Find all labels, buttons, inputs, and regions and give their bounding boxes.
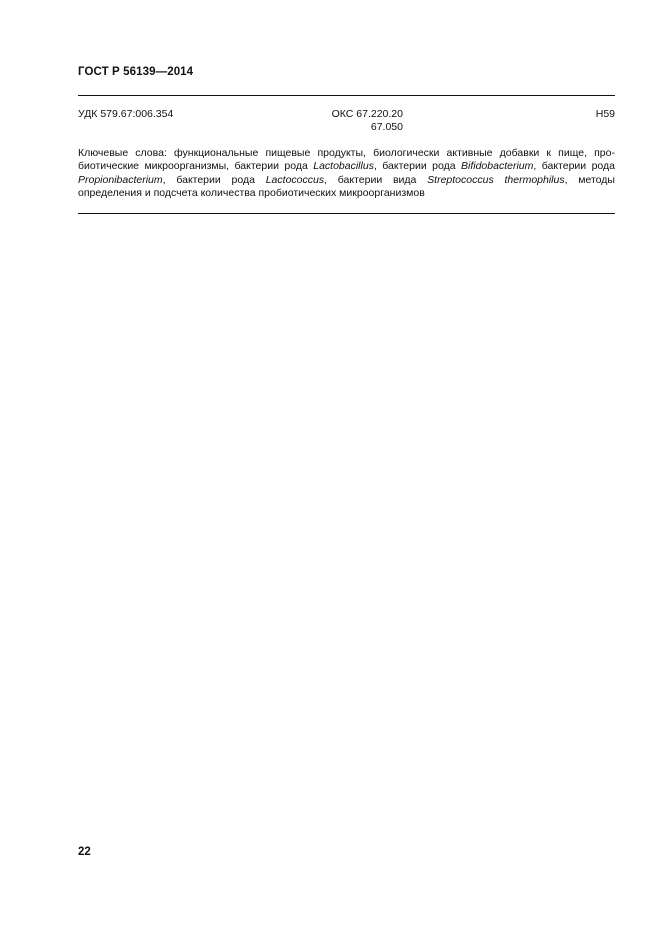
oks-line-2: 67.050 (370, 121, 403, 133)
classifier-code: Н59 (595, 108, 615, 120)
keywords-paragraph (78, 147, 615, 200)
bottom-rule (78, 213, 615, 214)
keywords-text-1: Ключевые слова: функциональные пищевые продукты, биологически активные добавки к пище, про-биотические микроорганизмы, бактерии рода (78, 147, 615, 173)
keywords-text-3: , бактерии рода (533, 160, 615, 173)
udk-code: УДК 579.67:006.354 (78, 108, 174, 120)
page-number: 22 (78, 846, 91, 858)
keywords-text-6: , методы определения и подсчета количества пробиотических микроорганизмов (78, 173, 615, 199)
oks-line-1: ОКС 67.220.20 (331, 108, 403, 120)
standard-code: ГОСТ Р 56139—2014 (78, 66, 194, 78)
keywords-text-2: , бактерии рода (373, 160, 461, 173)
genus-lactobacillus: Lactobacillus (313, 160, 374, 173)
genus-lactococcus: Lactococcus (265, 173, 325, 186)
keywords-text-5: , бактерии вида (324, 173, 428, 186)
genus-propionibacterium: Propionibacterium (78, 173, 163, 186)
keywords-text-4: , бактерии рода (162, 173, 266, 186)
genus-bifidobacterium: Bifidobacterium (461, 160, 534, 173)
top-rule (78, 95, 615, 96)
oks-code (326, 108, 403, 134)
species-streptococcus: Streptococcus thermophilus (427, 173, 565, 186)
